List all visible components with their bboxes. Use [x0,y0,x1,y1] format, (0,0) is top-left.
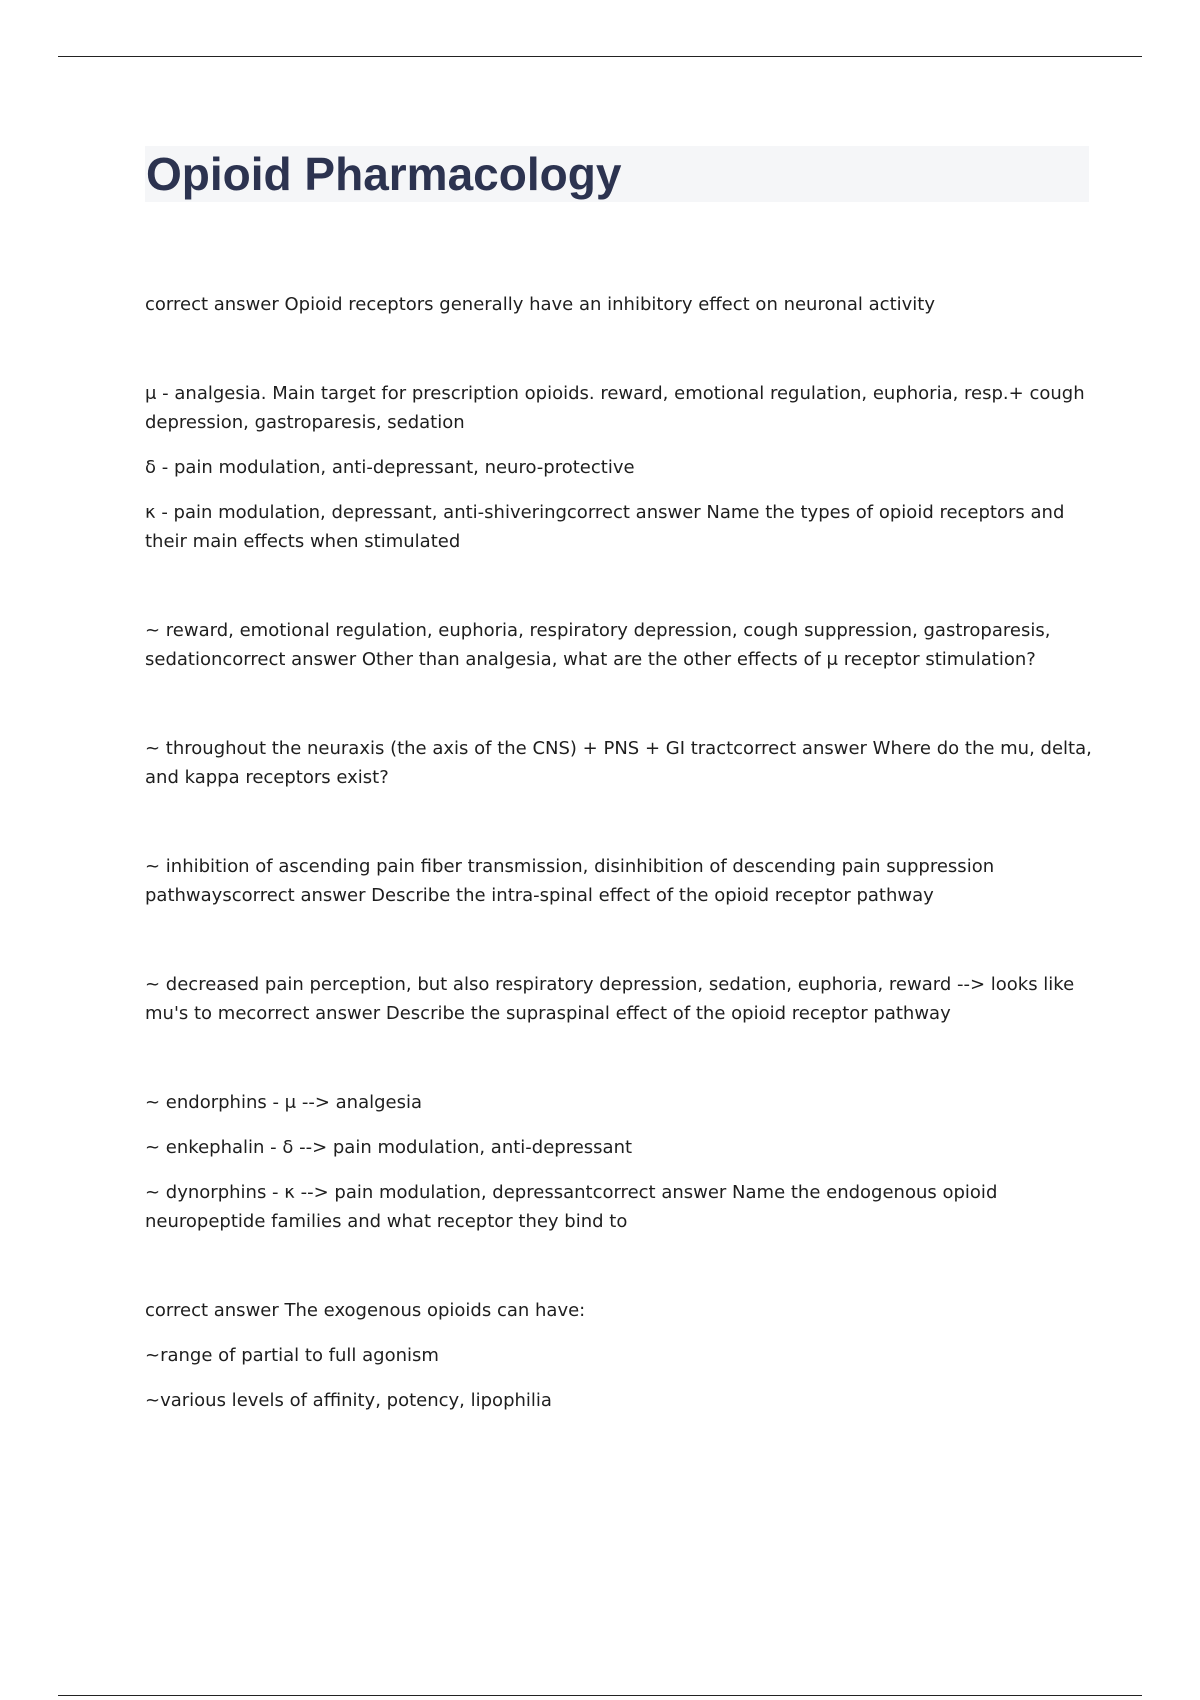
qa-block [145,290,1095,319]
top-rule [58,56,1142,57]
qa-block [145,852,1095,910]
qa-block [145,1296,1095,1415]
text-line: correct answer The exogenous opioids can have: [145,1300,586,1321]
qa-block [145,1088,1095,1236]
qa-block [145,616,1095,674]
text-line: ~various levels of affinity, potency, lipophilia [145,1390,552,1411]
qa-block [145,970,1095,1028]
text-line: ~ inhibition of ascending pain fiber transmission, disinhibition of descending pain suppression pathwayscorrect answer Describe the intra-spinal effect of the opioid receptor pathway [145,856,995,906]
text-line: correct answer Opioid receptors generally have an inhibitory effect on neuronal activity [145,294,935,315]
text-line: ~ reward, emotional regulation, euphoria, respiratory depression, cough suppression, gastroparesis, sedationcorrect answer Other than analgesia, what are the other effects of μ receptor stimulation? [145,620,1051,670]
text-line: ~ dynorphins - κ --> pain modulation, depressantcorrect answer Name the endogenous opioid neuropeptide families and what receptor they bind to [145,1182,998,1232]
qa-block [145,734,1095,792]
text-line: μ - analgesia. Main target for prescription opioids. reward, emotional regulation, euphoria, resp.+ cough depression, gastroparesis, sedation [145,383,1085,433]
qa-block [145,379,1095,556]
text-line: κ - pain modulation, depressant, anti-shiveringcorrect answer Name the types of opioid receptors and their main effects when stimulated [145,502,1065,552]
text-line: δ - pain modulation, anti-depressant, neuro-protective [145,457,635,478]
text-line: ~ decreased pain perception, but also respiratory depression, sedation, euphoria, reward --> looks like mu's to mecorrect answer Describe the supraspinal effect of the opioid receptor pathway [145,974,1075,1024]
document-body [145,290,1095,1415]
page-title: Opioid Pharmacology [146,148,622,200]
text-line: ~range of partial to full agonism [145,1345,439,1366]
bottom-rule [58,1695,1142,1696]
text-line: ~ throughout the neuraxis (the axis of the CNS) + PNS + GI tractcorrect answer Where do the mu, delta, and kappa receptors exist? [145,738,1092,788]
text-line: ~ enkephalin - δ --> pain modulation, anti-depressant [145,1137,633,1158]
text-line: ~ endorphins - μ --> analgesia [145,1092,423,1113]
